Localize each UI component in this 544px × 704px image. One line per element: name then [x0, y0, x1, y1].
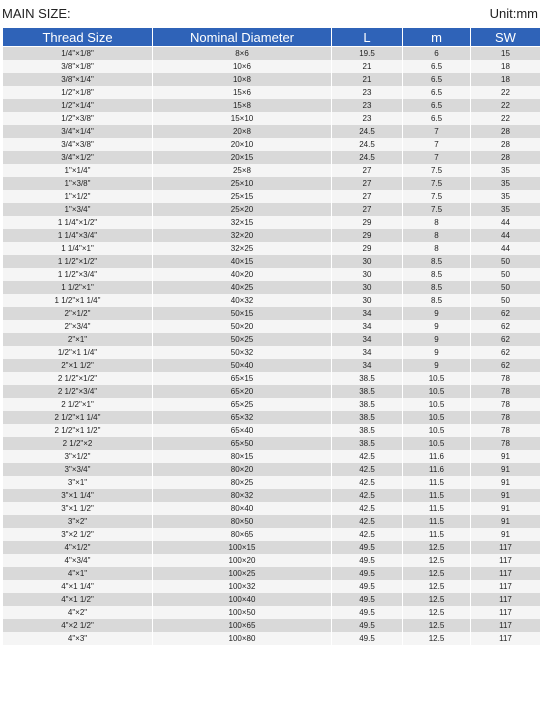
- cell-thread-size: 1/4"×1/8": [3, 47, 153, 61]
- cell-m: 12.5: [403, 606, 471, 619]
- cell-thread-size: 3/8"×1/8": [3, 60, 153, 73]
- cell-m: 7: [403, 151, 471, 164]
- column-header-nominal-diameter: Nominal Diameter: [153, 28, 332, 47]
- cell-l: 30: [332, 281, 403, 294]
- cell-m: 9: [403, 320, 471, 333]
- cell-thread-size: 3/4"×1/4": [3, 125, 153, 138]
- cell-m: 11.5: [403, 489, 471, 502]
- table-row: [3, 281, 541, 294]
- table-row: [3, 528, 541, 541]
- cell-sw: 91: [471, 489, 541, 502]
- cell-nominal-diameter: 50×32: [153, 346, 332, 359]
- cell-sw: 62: [471, 320, 541, 333]
- cell-sw: 35: [471, 177, 541, 190]
- cell-nominal-diameter: 15×6: [153, 86, 332, 99]
- cell-nominal-diameter: 65×20: [153, 385, 332, 398]
- table-row: [3, 99, 541, 112]
- table-row: [3, 593, 541, 606]
- cell-m: 6.5: [403, 99, 471, 112]
- cell-m: 8.5: [403, 268, 471, 281]
- cell-m: 7: [403, 125, 471, 138]
- table-row: [3, 268, 541, 281]
- cell-thread-size: 1/2"×3/8": [3, 112, 153, 125]
- cell-l: 30: [332, 255, 403, 268]
- cell-nominal-diameter: 40×32: [153, 294, 332, 307]
- cell-sw: 35: [471, 203, 541, 216]
- cell-m: 12.5: [403, 580, 471, 593]
- cell-sw: 18: [471, 73, 541, 86]
- column-header-l: L: [332, 28, 403, 47]
- cell-thread-size: 3"×1 1/2": [3, 502, 153, 515]
- cell-thread-size: 1 1/2"×1": [3, 281, 153, 294]
- cell-m: 11.5: [403, 476, 471, 489]
- cell-sw: 117: [471, 606, 541, 619]
- cell-m: 7.5: [403, 190, 471, 203]
- unit-label: Unit:mm: [489, 6, 538, 21]
- table-row: [3, 73, 541, 86]
- cell-nominal-diameter: 100×15: [153, 541, 332, 554]
- table-row: [3, 385, 541, 398]
- cell-l: 30: [332, 268, 403, 281]
- table-row: [3, 398, 541, 411]
- cell-nominal-diameter: 50×20: [153, 320, 332, 333]
- cell-sw: 91: [471, 463, 541, 476]
- cell-m: 12.5: [403, 632, 471, 645]
- cell-l: 21: [332, 73, 403, 86]
- cell-thread-size: 1/2"×1/8": [3, 86, 153, 99]
- table-row: [3, 437, 541, 450]
- cell-sw: 117: [471, 580, 541, 593]
- cell-l: 49.5: [332, 619, 403, 632]
- cell-m: 6.5: [403, 86, 471, 99]
- cell-thread-size: 3/4"×1/2": [3, 151, 153, 164]
- table-row: [3, 47, 541, 61]
- cell-sw: 78: [471, 372, 541, 385]
- table-row: [3, 411, 541, 424]
- cell-l: 29: [332, 242, 403, 255]
- cell-m: 8: [403, 242, 471, 255]
- cell-m: 11.6: [403, 463, 471, 476]
- page-title: MAIN SIZE:: [2, 6, 71, 21]
- cell-m: 12.5: [403, 554, 471, 567]
- cell-l: 34: [332, 359, 403, 372]
- cell-thread-size: 1"×3/4": [3, 203, 153, 216]
- cell-nominal-diameter: 65×32: [153, 411, 332, 424]
- cell-m: 8: [403, 216, 471, 229]
- cell-sw: 91: [471, 528, 541, 541]
- cell-l: 30: [332, 294, 403, 307]
- cell-nominal-diameter: 65×15: [153, 372, 332, 385]
- column-header-sw: SW: [471, 28, 541, 47]
- cell-l: 19.5: [332, 47, 403, 61]
- cell-l: 42.5: [332, 476, 403, 489]
- cell-nominal-diameter: 100×20: [153, 554, 332, 567]
- cell-nominal-diameter: 80×32: [153, 489, 332, 502]
- cell-sw: 62: [471, 359, 541, 372]
- cell-l: 34: [332, 333, 403, 346]
- cell-sw: 22: [471, 99, 541, 112]
- cell-nominal-diameter: 65×25: [153, 398, 332, 411]
- cell-m: 12.5: [403, 593, 471, 606]
- cell-l: 34: [332, 307, 403, 320]
- cell-thread-size: 1/2"×1 1/4": [3, 346, 153, 359]
- cell-thread-size: 4"×1": [3, 567, 153, 580]
- cell-m: 12.5: [403, 567, 471, 580]
- cell-m: 10.5: [403, 372, 471, 385]
- cell-thread-size: 1 1/4"×3/4": [3, 229, 153, 242]
- cell-l: 23: [332, 99, 403, 112]
- cell-nominal-diameter: 8×6: [153, 47, 332, 61]
- cell-sw: 62: [471, 333, 541, 346]
- table-row: [3, 320, 541, 333]
- table-row: [3, 580, 541, 593]
- cell-sw: 15: [471, 47, 541, 61]
- table-row: [3, 177, 541, 190]
- cell-sw: 78: [471, 398, 541, 411]
- cell-nominal-diameter: 100×50: [153, 606, 332, 619]
- cell-nominal-diameter: 100×25: [153, 567, 332, 580]
- cell-sw: 91: [471, 476, 541, 489]
- cell-m: 8.5: [403, 255, 471, 268]
- cell-sw: 117: [471, 554, 541, 567]
- table-row: [3, 632, 541, 645]
- cell-thread-size: 3"×1/2": [3, 450, 153, 463]
- table-row: [3, 125, 541, 138]
- table-row: [3, 203, 541, 216]
- cell-thread-size: 1 1/2"×3/4": [3, 268, 153, 281]
- cell-l: 29: [332, 216, 403, 229]
- table-row: [3, 229, 541, 242]
- cell-l: 38.5: [332, 398, 403, 411]
- cell-sw: 28: [471, 151, 541, 164]
- cell-sw: 50: [471, 268, 541, 281]
- cell-thread-size: 3"×1": [3, 476, 153, 489]
- table-row: [3, 619, 541, 632]
- cell-m: 9: [403, 333, 471, 346]
- cell-thread-size: 1/2"×1/4": [3, 99, 153, 112]
- table-header-row: [3, 28, 541, 47]
- cell-nominal-diameter: 80×50: [153, 515, 332, 528]
- table-row: [3, 606, 541, 619]
- cell-nominal-diameter: 50×40: [153, 359, 332, 372]
- cell-l: 42.5: [332, 450, 403, 463]
- table-row: [3, 151, 541, 164]
- cell-l: 24.5: [332, 151, 403, 164]
- table-row: [3, 450, 541, 463]
- cell-thread-size: 3/4"×3/8": [3, 138, 153, 151]
- cell-thread-size: 3/8"×1/4": [3, 73, 153, 86]
- cell-m: 10.5: [403, 398, 471, 411]
- table-row: [3, 554, 541, 567]
- cell-thread-size: 1 1/4"×1/2": [3, 216, 153, 229]
- cell-sw: 50: [471, 281, 541, 294]
- title-row: [0, 6, 540, 24]
- cell-sw: 28: [471, 138, 541, 151]
- cell-m: 8.5: [403, 281, 471, 294]
- cell-m: 7.5: [403, 177, 471, 190]
- cell-m: 12.5: [403, 619, 471, 632]
- cell-nominal-diameter: 15×8: [153, 99, 332, 112]
- cell-nominal-diameter: 25×15: [153, 190, 332, 203]
- cell-l: 49.5: [332, 632, 403, 645]
- cell-nominal-diameter: 50×15: [153, 307, 332, 320]
- cell-l: 21: [332, 60, 403, 73]
- cell-nominal-diameter: 80×40: [153, 502, 332, 515]
- cell-thread-size: 2 1/2"×2: [3, 437, 153, 450]
- cell-thread-size: 2"×3/4": [3, 320, 153, 333]
- cell-sw: 62: [471, 346, 541, 359]
- cell-l: 29: [332, 229, 403, 242]
- cell-nominal-diameter: 100×65: [153, 619, 332, 632]
- cell-m: 10.5: [403, 385, 471, 398]
- cell-nominal-diameter: 40×15: [153, 255, 332, 268]
- cell-l: 34: [332, 346, 403, 359]
- cell-m: 7.5: [403, 164, 471, 177]
- table-row: [3, 502, 541, 515]
- table-row: [3, 138, 541, 151]
- cell-l: 49.5: [332, 593, 403, 606]
- cell-sw: 78: [471, 385, 541, 398]
- cell-thread-size: 4"×1 1/2": [3, 593, 153, 606]
- cell-m: 10.5: [403, 411, 471, 424]
- size-table: [2, 27, 541, 645]
- cell-l: 34: [332, 320, 403, 333]
- cell-nominal-diameter: 25×8: [153, 164, 332, 177]
- cell-thread-size: 4"×2 1/2": [3, 619, 153, 632]
- cell-l: 49.5: [332, 541, 403, 554]
- cell-thread-size: 1"×1/4": [3, 164, 153, 177]
- cell-m: 9: [403, 359, 471, 372]
- cell-nominal-diameter: 40×25: [153, 281, 332, 294]
- cell-thread-size: 1"×1/2": [3, 190, 153, 203]
- cell-nominal-diameter: 65×50: [153, 437, 332, 450]
- cell-l: 42.5: [332, 528, 403, 541]
- column-header-m: m: [403, 28, 471, 47]
- cell-nominal-diameter: 80×25: [153, 476, 332, 489]
- cell-l: 38.5: [332, 424, 403, 437]
- table-row: [3, 255, 541, 268]
- cell-sw: 78: [471, 411, 541, 424]
- table-row: [3, 60, 541, 73]
- cell-l: 23: [332, 112, 403, 125]
- table-row: [3, 346, 541, 359]
- cell-l: 42.5: [332, 463, 403, 476]
- cell-m: 6: [403, 47, 471, 61]
- cell-nominal-diameter: 15×10: [153, 112, 332, 125]
- cell-sw: 35: [471, 164, 541, 177]
- cell-m: 6.5: [403, 112, 471, 125]
- table-row: [3, 424, 541, 437]
- cell-sw: 44: [471, 216, 541, 229]
- cell-l: 27: [332, 190, 403, 203]
- cell-thread-size: 2 1/2"×1": [3, 398, 153, 411]
- table-row: [3, 86, 541, 99]
- cell-m: 11.5: [403, 502, 471, 515]
- cell-nominal-diameter: 32×25: [153, 242, 332, 255]
- cell-thread-size: 4"×3/4": [3, 554, 153, 567]
- table-body: [3, 47, 541, 646]
- cell-nominal-diameter: 25×20: [153, 203, 332, 216]
- table-row: [3, 567, 541, 580]
- cell-sw: 35: [471, 190, 541, 203]
- cell-m: 9: [403, 307, 471, 320]
- cell-sw: 50: [471, 255, 541, 268]
- table-row: [3, 190, 541, 203]
- cell-thread-size: 3"×2": [3, 515, 153, 528]
- cell-l: 23: [332, 86, 403, 99]
- cell-nominal-diameter: 80×65: [153, 528, 332, 541]
- cell-m: 9: [403, 346, 471, 359]
- cell-sw: 117: [471, 619, 541, 632]
- cell-sw: 117: [471, 593, 541, 606]
- table-row: [3, 242, 541, 255]
- cell-nominal-diameter: 40×20: [153, 268, 332, 281]
- column-header-thread-size: Thread Size: [3, 28, 153, 47]
- cell-l: 27: [332, 203, 403, 216]
- table-row: [3, 333, 541, 346]
- cell-l: 38.5: [332, 385, 403, 398]
- cell-thread-size: 2"×1/2": [3, 307, 153, 320]
- cell-l: 38.5: [332, 437, 403, 450]
- cell-thread-size: 1"×3/8": [3, 177, 153, 190]
- cell-nominal-diameter: 80×15: [153, 450, 332, 463]
- cell-l: 24.5: [332, 125, 403, 138]
- table-row: [3, 112, 541, 125]
- cell-thread-size: 4"×1/2": [3, 541, 153, 554]
- cell-m: 7.5: [403, 203, 471, 216]
- cell-sw: 117: [471, 541, 541, 554]
- cell-l: 24.5: [332, 138, 403, 151]
- table-row: [3, 372, 541, 385]
- cell-thread-size: 4"×2": [3, 606, 153, 619]
- cell-thread-size: 1 1/4"×1": [3, 242, 153, 255]
- cell-thread-size: 3"×3/4": [3, 463, 153, 476]
- cell-nominal-diameter: 20×10: [153, 138, 332, 151]
- cell-thread-size: 4"×1 1/4": [3, 580, 153, 593]
- cell-m: 6.5: [403, 60, 471, 73]
- cell-thread-size: 4"×3": [3, 632, 153, 645]
- table-row: [3, 216, 541, 229]
- cell-m: 6.5: [403, 73, 471, 86]
- cell-l: 49.5: [332, 554, 403, 567]
- cell-nominal-diameter: 10×8: [153, 73, 332, 86]
- cell-nominal-diameter: 20×8: [153, 125, 332, 138]
- cell-sw: 78: [471, 424, 541, 437]
- cell-sw: 62: [471, 307, 541, 320]
- cell-m: 11.5: [403, 515, 471, 528]
- cell-sw: 44: [471, 242, 541, 255]
- cell-l: 49.5: [332, 580, 403, 593]
- cell-m: 12.5: [403, 541, 471, 554]
- cell-thread-size: 3"×1 1/4": [3, 489, 153, 502]
- cell-m: 8.5: [403, 294, 471, 307]
- cell-nominal-diameter: 80×20: [153, 463, 332, 476]
- cell-nominal-diameter: 20×15: [153, 151, 332, 164]
- cell-nominal-diameter: 100×40: [153, 593, 332, 606]
- cell-l: 38.5: [332, 372, 403, 385]
- cell-l: 42.5: [332, 489, 403, 502]
- table-row: [3, 463, 541, 476]
- cell-sw: 78: [471, 437, 541, 450]
- cell-sw: 18: [471, 60, 541, 73]
- cell-thread-size: 2 1/2"×3/4": [3, 385, 153, 398]
- cell-nominal-diameter: 10×6: [153, 60, 332, 73]
- cell-l: 49.5: [332, 606, 403, 619]
- cell-l: 38.5: [332, 411, 403, 424]
- table-row: [3, 476, 541, 489]
- cell-thread-size: 2"×1 1/2": [3, 359, 153, 372]
- cell-sw: 22: [471, 86, 541, 99]
- cell-m: 11.6: [403, 450, 471, 463]
- cell-m: 10.5: [403, 437, 471, 450]
- cell-sw: 91: [471, 450, 541, 463]
- cell-nominal-diameter: 50×25: [153, 333, 332, 346]
- cell-nominal-diameter: 32×20: [153, 229, 332, 242]
- cell-thread-size: 3"×2 1/2": [3, 528, 153, 541]
- cell-l: 42.5: [332, 502, 403, 515]
- cell-nominal-diameter: 100×80: [153, 632, 332, 645]
- cell-l: 27: [332, 177, 403, 190]
- cell-thread-size: 1 1/2"×1 1/4": [3, 294, 153, 307]
- cell-l: 27: [332, 164, 403, 177]
- cell-m: 8: [403, 229, 471, 242]
- cell-nominal-diameter: 65×40: [153, 424, 332, 437]
- cell-m: 11.5: [403, 528, 471, 541]
- cell-sw: 91: [471, 515, 541, 528]
- cell-sw: 91: [471, 502, 541, 515]
- cell-sw: 117: [471, 567, 541, 580]
- cell-nominal-diameter: 25×10: [153, 177, 332, 190]
- cell-thread-size: 2 1/2"×1/2": [3, 372, 153, 385]
- table-row: [3, 307, 541, 320]
- cell-l: 42.5: [332, 515, 403, 528]
- cell-nominal-diameter: 100×32: [153, 580, 332, 593]
- table-row: [3, 515, 541, 528]
- cell-thread-size: 2 1/2"×1 1/4": [3, 411, 153, 424]
- cell-m: 10.5: [403, 424, 471, 437]
- cell-nominal-diameter: 32×15: [153, 216, 332, 229]
- cell-sw: 117: [471, 632, 541, 645]
- table-row: [3, 541, 541, 554]
- cell-sw: 28: [471, 125, 541, 138]
- cell-sw: 22: [471, 112, 541, 125]
- table-row: [3, 489, 541, 502]
- cell-thread-size: 2"×1": [3, 333, 153, 346]
- table-row: [3, 294, 541, 307]
- cell-sw: 44: [471, 229, 541, 242]
- cell-l: 49.5: [332, 567, 403, 580]
- cell-thread-size: 2 1/2"×1 1/2": [3, 424, 153, 437]
- cell-thread-size: 1 1/2"×1/2": [3, 255, 153, 268]
- table-row: [3, 359, 541, 372]
- table-row: [3, 164, 541, 177]
- cell-m: 7: [403, 138, 471, 151]
- cell-sw: 50: [471, 294, 541, 307]
